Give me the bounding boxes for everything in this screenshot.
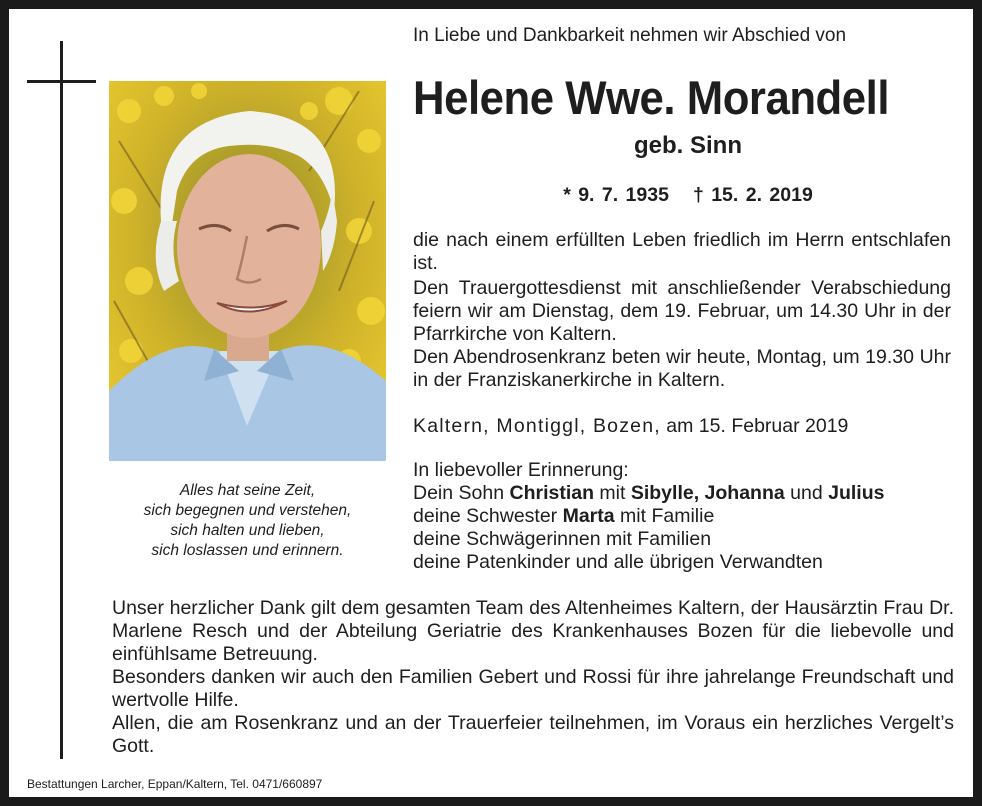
cross-icon-bar xyxy=(27,80,96,83)
place-and-date xyxy=(413,414,951,438)
obituary-card xyxy=(9,9,973,797)
birth-date: * 9. 7. 1935 xyxy=(563,184,669,206)
death-date: † 15. 2. 2019 xyxy=(692,184,813,206)
mourner-name: Julius xyxy=(828,482,885,504)
notice-paragraph: die nach einem erfüllten Leben friedlich im Herrn entschlafen ist. xyxy=(413,229,951,274)
cross-icon xyxy=(60,41,63,759)
mourner-text: deine Schwester xyxy=(413,505,563,527)
intro-line: In Liebe und Dankbarkeit nehmen wir Abschied von xyxy=(413,25,847,46)
thanks-section xyxy=(112,597,954,758)
mourner-text: und xyxy=(784,482,829,504)
mourner-row xyxy=(413,505,958,528)
thanks-paragraph: Besonders danken wir auch den Familien Gebert und Rossi für ihre jahrelange Freundschaft und wertvolle Hilfe. xyxy=(112,666,954,711)
verse-line: sich halten und lieben, xyxy=(170,522,325,539)
verse-line: sich begegnen und verstehen, xyxy=(143,502,352,519)
notice-date: am 15. Februar 2019 xyxy=(666,415,849,437)
mourner-text: mit xyxy=(594,482,631,504)
mourner-name: Sibylle, Johanna xyxy=(630,482,785,504)
place-names: Kaltern, Montiggl, Bozen, xyxy=(413,415,661,437)
mourner-name: Marta xyxy=(562,505,615,527)
portrait-photo xyxy=(109,81,386,461)
mourner-name: Christian xyxy=(509,482,594,504)
mourners-heading: In liebevoller Erinnerung: xyxy=(413,459,629,481)
mourner-row xyxy=(413,482,958,505)
maiden-name: geb. Sinn xyxy=(634,132,742,159)
funeral-home-credit: Bestattungen Larcher, Eppan/Kaltern, Tel. 0471/660897 xyxy=(27,777,323,791)
mourners-list xyxy=(413,459,958,574)
thanks-paragraph: Allen, die am Rosenkranz und an der Trauerfeier teilnehmen, im Voraus ein herzliches Vergelt’s Gott. xyxy=(112,712,954,757)
rosary-paragraph: Den Abendrosenkranz beten wir heute, Montag, um 19.30 Uhr in der Franziskanerkirche in Kaltern. xyxy=(413,346,951,391)
verse-line: Alles hat seine Zeit, xyxy=(179,482,316,499)
mourner-text: mit Familie xyxy=(614,505,715,527)
mourner-row: deine Schwägerinnen mit Familien xyxy=(413,528,712,550)
verse-line: sich loslassen und erinnern. xyxy=(151,542,344,559)
verse xyxy=(109,481,386,561)
mourner-row: deine Patenkinder und alle übrigen Verwandten xyxy=(413,551,823,573)
life-dates xyxy=(413,182,963,208)
portrait-illustration xyxy=(109,81,386,461)
service-paragraph: Den Trauergottesdienst mit anschließender Verabschiedung feiern wir am Dienstag, dem 19. Februar, um 14.30 Uhr in der Pfarrkirche von Kaltern. xyxy=(413,277,951,345)
deceased-name: Helene Wwe. Morandell xyxy=(413,71,890,124)
thanks-paragraph: Unser herzlicher Dank gilt dem gesamten Team des Altenheimes Kaltern, der Hausärztin Frau Dr. Marlene Resch und der Abteilung Geriatrie des Krankenhauses Bozen für die liebevolle und einfühlsame Betreuung. xyxy=(112,597,954,665)
mourner-text: Dein Sohn xyxy=(413,482,510,504)
